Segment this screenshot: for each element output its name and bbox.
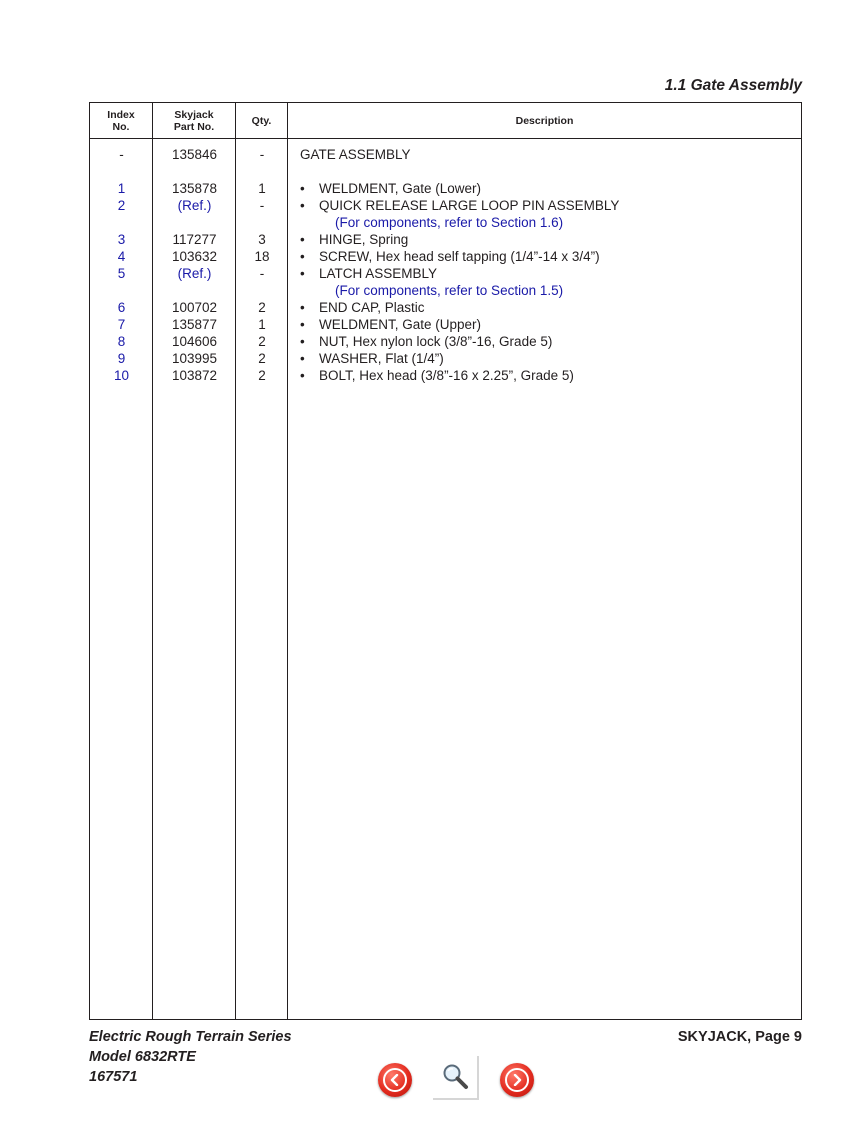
index-cell[interactable]: 1 (117, 181, 126, 196)
part-number-cell: 104606 (171, 334, 218, 349)
index-cell[interactable]: 5 (117, 266, 126, 281)
description-cell (300, 146, 411, 163)
qty-cell: 2 (258, 334, 266, 349)
bullet: • (300, 232, 305, 247)
description-cell (300, 248, 600, 265)
header-qty: Qty. (251, 114, 272, 127)
description-text: HINGE, Spring (319, 232, 409, 247)
chevron-left-icon (383, 1068, 407, 1092)
description-text: WELDMENT, Gate (Upper) (319, 317, 482, 332)
table-row (90, 146, 801, 163)
description-cell (300, 316, 481, 333)
table-row (90, 333, 801, 350)
description-cell (300, 231, 408, 248)
bullet: • (300, 266, 305, 281)
section-reference-link[interactable] (300, 282, 563, 299)
bullet: • (300, 198, 305, 213)
parts-table (89, 102, 802, 1020)
table-row (90, 180, 801, 197)
footer-doc-number: 167571 (89, 1069, 138, 1085)
description-text: (For components, refer to Section 1.6) (335, 215, 564, 230)
footer-left (89, 1027, 292, 1087)
description-cell (300, 265, 437, 282)
description-text: NUT, Hex nylon lock (3/8”-16, Grade 5) (319, 334, 553, 349)
header-index: Index No. (107, 108, 135, 133)
bullet: • (300, 368, 305, 383)
description-text: END CAP, Plastic (319, 300, 425, 315)
description-text: (For components, refer to Section 1.5) (335, 283, 564, 298)
footer-model: Model 6832RTE (89, 1049, 196, 1065)
index-cell: - (119, 147, 124, 162)
bullet: • (300, 181, 305, 196)
qty-cell: 1 (258, 181, 266, 196)
table-row (90, 265, 801, 282)
description-text: SCREW, Hex head self tapping (1/4”-14 x 3/4”) (319, 249, 600, 264)
qty-cell: - (259, 198, 265, 213)
description-text: LATCH ASSEMBLY (319, 266, 438, 281)
table-row (90, 248, 801, 265)
index-cell[interactable]: 4 (117, 249, 126, 264)
qty-cell: 2 (258, 368, 266, 383)
description-text: GATE ASSEMBLY (300, 147, 411, 162)
part-number-cell: 135846 (171, 147, 218, 162)
description-text: WELDMENT, Gate (Lower) (319, 181, 482, 196)
table-row (90, 367, 801, 384)
part-number-cell: 135878 (171, 181, 218, 196)
description-cell (300, 333, 552, 350)
qty-cell: - (259, 147, 265, 162)
description-text: QUICK RELEASE LARGE LOOP PIN ASSEMBLY (319, 198, 620, 213)
part-number-cell[interactable]: (Ref.) (177, 198, 212, 213)
qty-cell: 2 (258, 300, 266, 315)
bullet: • (300, 351, 305, 366)
part-number-cell: 117277 (172, 232, 217, 247)
header-divider (90, 138, 801, 139)
description-cell (300, 350, 444, 367)
description-cell (300, 299, 425, 316)
index-cell[interactable]: 3 (117, 232, 126, 247)
part-number-cell: 103632 (171, 249, 218, 264)
part-number-cell: 103995 (171, 351, 218, 366)
bullet: • (300, 249, 305, 264)
index-cell[interactable]: 7 (117, 317, 126, 332)
chevron-right-icon (505, 1068, 529, 1092)
table-row (90, 299, 801, 316)
table-row (90, 197, 801, 214)
description-cell (300, 367, 574, 384)
index-cell[interactable]: 8 (117, 334, 126, 349)
qty-cell: 2 (258, 351, 266, 366)
search-button[interactable] (433, 1056, 479, 1100)
index-cell[interactable]: 2 (117, 198, 126, 213)
index-cell[interactable]: 6 (117, 300, 126, 315)
part-number-cell[interactable]: (Ref.) (177, 266, 212, 281)
description-cell (300, 197, 619, 214)
qty-cell: 18 (254, 249, 270, 264)
part-number-cell: 100702 (171, 300, 218, 315)
description-text: BOLT, Hex head (3/8”-16 x 2.25”, Grade 5) (319, 368, 574, 383)
bullet: • (300, 317, 305, 332)
next-page-button[interactable] (500, 1063, 534, 1097)
header-description: Description (515, 114, 574, 127)
table-row (90, 282, 801, 299)
footer-series: Electric Rough Terrain Series (89, 1029, 292, 1045)
part-number-cell: 103872 (171, 368, 218, 383)
description-cell (300, 180, 481, 197)
bullet: • (300, 300, 305, 315)
index-cell[interactable]: 9 (117, 351, 126, 366)
header-part-no: Skyjack Part No. (173, 108, 215, 133)
table-row (90, 231, 801, 248)
part-number-cell: 135877 (171, 317, 218, 332)
qty-cell: 1 (258, 317, 266, 332)
footer-page: SKYJACK, Page 9 (677, 1029, 802, 1045)
table-row (90, 214, 801, 231)
table-row (90, 316, 801, 333)
index-cell[interactable]: 10 (113, 368, 130, 383)
qty-cell: 3 (258, 232, 266, 247)
magnifier-icon (440, 1062, 470, 1092)
description-text: WASHER, Flat (1/4”) (319, 351, 444, 366)
section-title: 1.1 Gate Assembly (664, 77, 802, 94)
bullet: • (300, 334, 305, 349)
qty-cell: - (259, 266, 265, 281)
previous-page-button[interactable] (378, 1063, 412, 1097)
table-row (90, 350, 801, 367)
section-reference-link[interactable] (300, 214, 563, 231)
